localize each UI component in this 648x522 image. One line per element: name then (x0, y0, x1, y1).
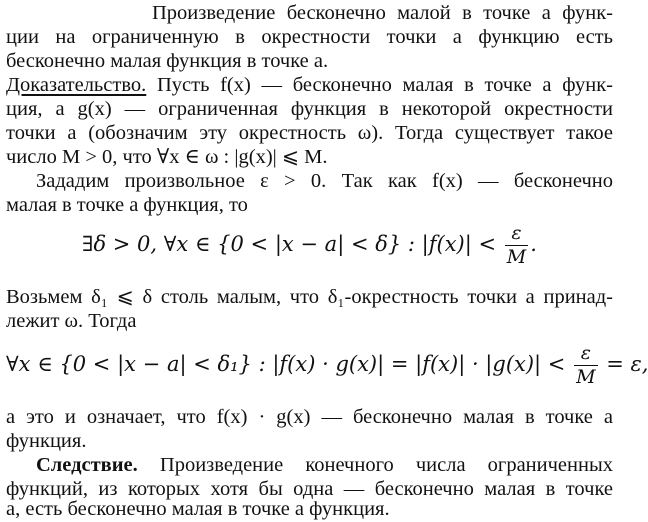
formula-1 (6, 224, 613, 267)
corollary-line-1 (6, 452, 613, 478)
proof-line-3: точки a (обозначим эту окрестность ω). Тогда существует такое (6, 122, 613, 144)
formula-1-main: ∃δ > 0, ∀x ∈ {0 < |x − a| < δ} : |f(x)| < (82, 232, 497, 256)
proof-line-10: функция. (6, 430, 87, 452)
proof-line-1-text: Пусть f(x) — бесконечно малая в точке a функ- (146, 74, 613, 96)
proof-line-7: Возьмем δ₁ ⩽ δ столь малым, что δ₁-окрестность точки a принад- (6, 286, 613, 308)
proof-label: Доказательство. (6, 74, 147, 96)
proof-line-1 (6, 72, 613, 98)
formula-1-tail: . (530, 232, 537, 256)
formula-2 (6, 342, 648, 388)
proof-line-5: Зададим произвольное ε > 0. Так как f(x) — бесконечно (36, 170, 613, 192)
corollary-line-1-text: Произведение конечного числа ограниченных (137, 454, 613, 476)
theorem-line-1: Произведение бесконечно малой в точке a функ- (152, 2, 613, 24)
theorem-line-3: бесконечно малая функция в точке a. (6, 50, 329, 72)
proof-line-6: малая в точке a функция, то (6, 194, 248, 216)
formula-1-denominator: M (506, 246, 527, 268)
document-page (6, 0, 648, 521)
formula-2-main: ∀x ∈ {0 < |x − a| < δ₁} : |f(x) · g(x)| = |f(x)| · |g(x)| < (6, 352, 566, 376)
corollary-line-2: функций, из которых хотя бы одна — бесконечно малая в точке (6, 478, 613, 500)
formula-1-fraction (505, 224, 528, 267)
corollary-label: Следствие. (36, 454, 138, 476)
formula-2-numerator: ε (574, 344, 597, 366)
corollary-line-3: a, есть бесконечно малая в точке a функция. (6, 498, 390, 520)
theorem-line-2: ции на ограниченную в окрестности точки a функцию есть (6, 26, 613, 48)
formula-2-tail: = ε, (606, 352, 648, 376)
formula-2-denominator: M (576, 366, 596, 388)
formula-2-fraction (574, 344, 597, 387)
proof-line-2: ция, a g(x) — ограниченная функция в некоторой окрестности (6, 98, 613, 120)
formula-1-numerator: ε (505, 224, 528, 246)
proof-line-9: а это и означает, что f(x) · g(x) — бесконечно малая в точке a (6, 406, 613, 428)
proof-line-4: число M > 0, что ∀x ∈ ω : |g(x)| ⩽ M. (6, 146, 328, 168)
proof-line-8: лежит ω. Тогда (6, 310, 137, 332)
